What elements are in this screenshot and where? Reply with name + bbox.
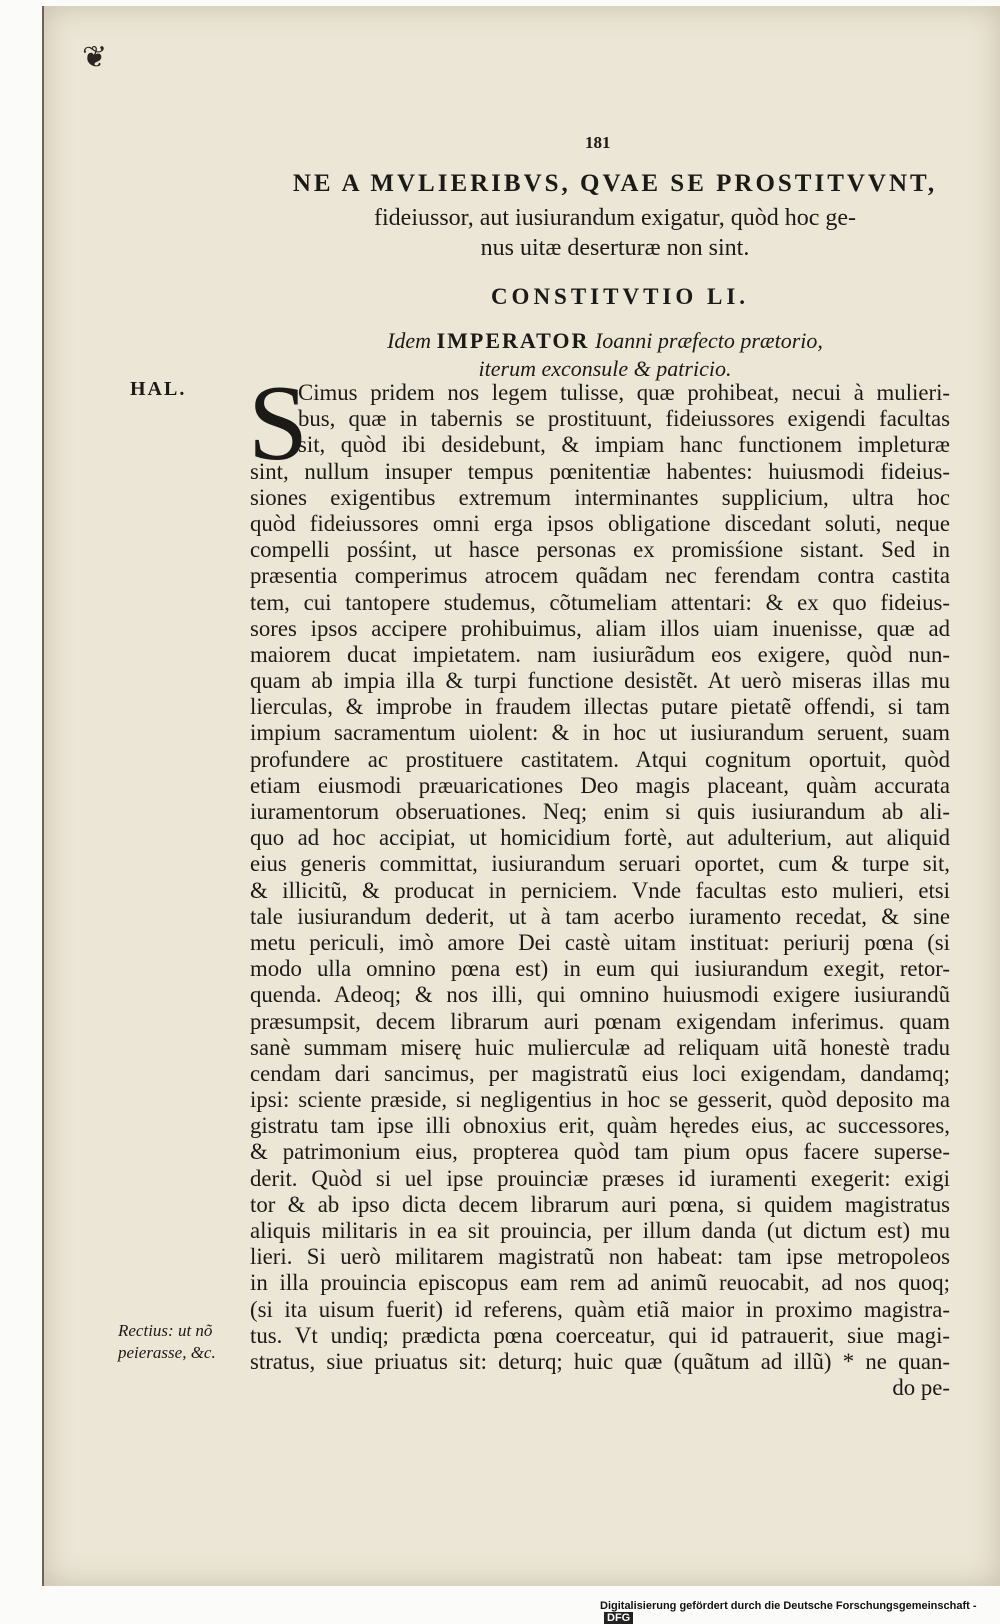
text-line: & illicitũ, & producat in perniciem. Vnde facultas esto mulieri, etsi: [250, 877, 950, 903]
text-line: quòd fideiussores omni erga ipsos obligatione discedant soluti, neque: [250, 510, 950, 536]
text-line: cendam dari sancimus, per magistratũ eius loci exigendam, dandamq;: [250, 1060, 950, 1086]
text-line: eius generis committat, iusiurandum seruari oportet, cum & turpe sit,: [250, 851, 950, 877]
text-line: sores ipsos accipere prohibuimus, aliam illos uiam inuenisse, quæ ad: [250, 615, 950, 641]
text-line: gistratu tam ipse illi obnoxius erit, quàm hęredes eius, ac successores,: [250, 1113, 950, 1139]
idem-prefix: Idem: [387, 328, 432, 353]
text-line: etiam eiusmodi præuaricationes Deo magis placeant, quàm accurata: [250, 772, 950, 798]
text-line: impium sacramentum uiolent: & in hoc ut iusiurandum seruent, suam: [250, 720, 950, 746]
footer: [600, 1600, 1000, 1624]
text-line: tale iusiurandum dederit, ut à tam acerbo iuramento recedat, & sine: [250, 903, 950, 929]
text-line: lieri. Si uerò militarem magistratũ non habeat: tam ipse metropoleos: [250, 1244, 950, 1270]
margin-note-line-2: peierasse, &c.: [118, 1343, 216, 1362]
text-line: (si ita uisum fuerit) id referens, quàm etiã maior in proximo magistra-: [250, 1296, 950, 1322]
text-line: Cimus pridem nos legem tulisse, quæ prohibeat, necui à mulieri-: [298, 380, 950, 405]
text-line: præsumpsit, decem librarum auri pœnam exigendam inferimus. quam: [250, 1008, 950, 1034]
title-subtitle: [300, 203, 930, 263]
address-line: [285, 327, 925, 383]
address-line-2: iterum exconsule & patricio.: [478, 356, 732, 381]
text-line: sit, quòd ibi desidebunt, & impiam hanc functionem impleturæ: [298, 432, 950, 458]
text-line: lierculas, & improbe in fraudem illectas putare pietatẽ offendi, si tam: [250, 694, 950, 720]
text-line: tem, cui tantopere studemus, cõtumeliam attentari: & ex quo fideius-: [250, 589, 950, 615]
text-line: ipsi: sciente præside, si negligentius in hoc se gesserit, quòd deposito ma: [250, 1087, 950, 1113]
text-line: quo ad hoc accipiat, ut homicidium fortè, aut adulterium, aut aliquid: [250, 825, 950, 851]
dfg-logo: DFG: [604, 1612, 633, 1624]
text-line: in illa prouincia episcopus eam rem ad animũ reuocabit, ad nos quoq;: [250, 1270, 950, 1296]
footer-text: Digitalisierung gefördert durch die Deutsche Forschungsgemeinschaft -: [600, 1600, 977, 1612]
title-line-3: nus uitæ deserturæ non sint.: [480, 235, 750, 261]
margin-note-line-1: Rectius: ut nõ: [118, 1321, 213, 1340]
title-line-2: fideiussor, aut iusiurandum exigatur, quòd hoc ge-: [374, 205, 856, 231]
body-text: [250, 380, 950, 1401]
text-line: modo ulla omnino pœna est) in eum qui iusiurandum exegit, retor-: [250, 956, 950, 982]
text-line: stratus, siue priuatus sit: deturq; huic quæ (quãtum ad illũ) * ne quan-: [250, 1348, 950, 1374]
text-line: aliquis militaris in ea sit prouincia, per illum danda (ut dictum est) mu: [250, 1218, 950, 1243]
text-line: do pe-: [892, 1375, 950, 1401]
text-line: maiorem ducat impietatem. nam iusiurãdum eos exigere, quòd nun-: [250, 641, 950, 667]
text-line: tor & ab ipso dicta decem librarum auri pœna, si quidem magistratus: [250, 1191, 950, 1217]
text-line: quenda. Adeoq; & nos illi, qui omnino huiusmodi exigere iusiurandũ: [250, 982, 950, 1008]
text-line: iuramentorum obseruationes. Neq; enim si quis iusiurandum ab ali-: [250, 799, 950, 824]
text-line: sanè summam miserę huic mulierculæ ad reliquam uitã honestè tradu: [250, 1034, 950, 1060]
title-line-1: NE A MVLIERIBVS, QVAE SE PROSTITVVNT,: [292, 170, 938, 197]
text-line: præsentia comperimus atrocem quãdam nec ferendam contra castita: [250, 563, 950, 589]
text-line: profundere ac prostituere castitatem. Atqui cognitum oportuit, quòd: [250, 746, 950, 772]
text-line: sint, nullum insuper tempus pœnitentiæ habentes: huiusmodi fideius-: [250, 458, 950, 484]
text-line: & patrimonium eius, propterea quòd tam pium opus facere superse-: [250, 1139, 950, 1165]
drop-cap: S: [248, 364, 309, 483]
imperator-word: IMPERATOR: [436, 328, 590, 353]
text-line: tus. Vt undiq; prædicta pœna coerceatur, qui id patrauerit, siue magi-: [250, 1322, 950, 1348]
text-line: metu periculi, imò amore Dei castè uitam instituat: periurij pœna (si: [250, 929, 950, 955]
text-line: derit. Quòd si uel ipse prouinciæ præses id iuramenti exegerit: exigi: [250, 1165, 950, 1191]
fleuron-ornament: ❦: [82, 41, 108, 74]
addressee: Ioanni præfecto prætorio,: [594, 328, 823, 353]
margin-label: HAL.: [130, 378, 187, 400]
text-line: quam ab impia illa & turpi functione desistẽt. At uerò miseras illas mu: [250, 668, 950, 694]
text-line: bus, quæ in tabernis se prostituunt, fideiussores exigendi facultas: [298, 406, 950, 432]
page-number: 181: [585, 133, 611, 152]
margin-note: [118, 1320, 216, 1364]
constitution-heading: CONSTITVTIO LI.: [490, 284, 750, 309]
text-line: siones exigentibus extremum interminantes supplicium, ultra hoc: [250, 484, 950, 510]
text-line: compelli posśint, ut hasce personas ex promisśione sistant. Sed in: [250, 537, 950, 563]
